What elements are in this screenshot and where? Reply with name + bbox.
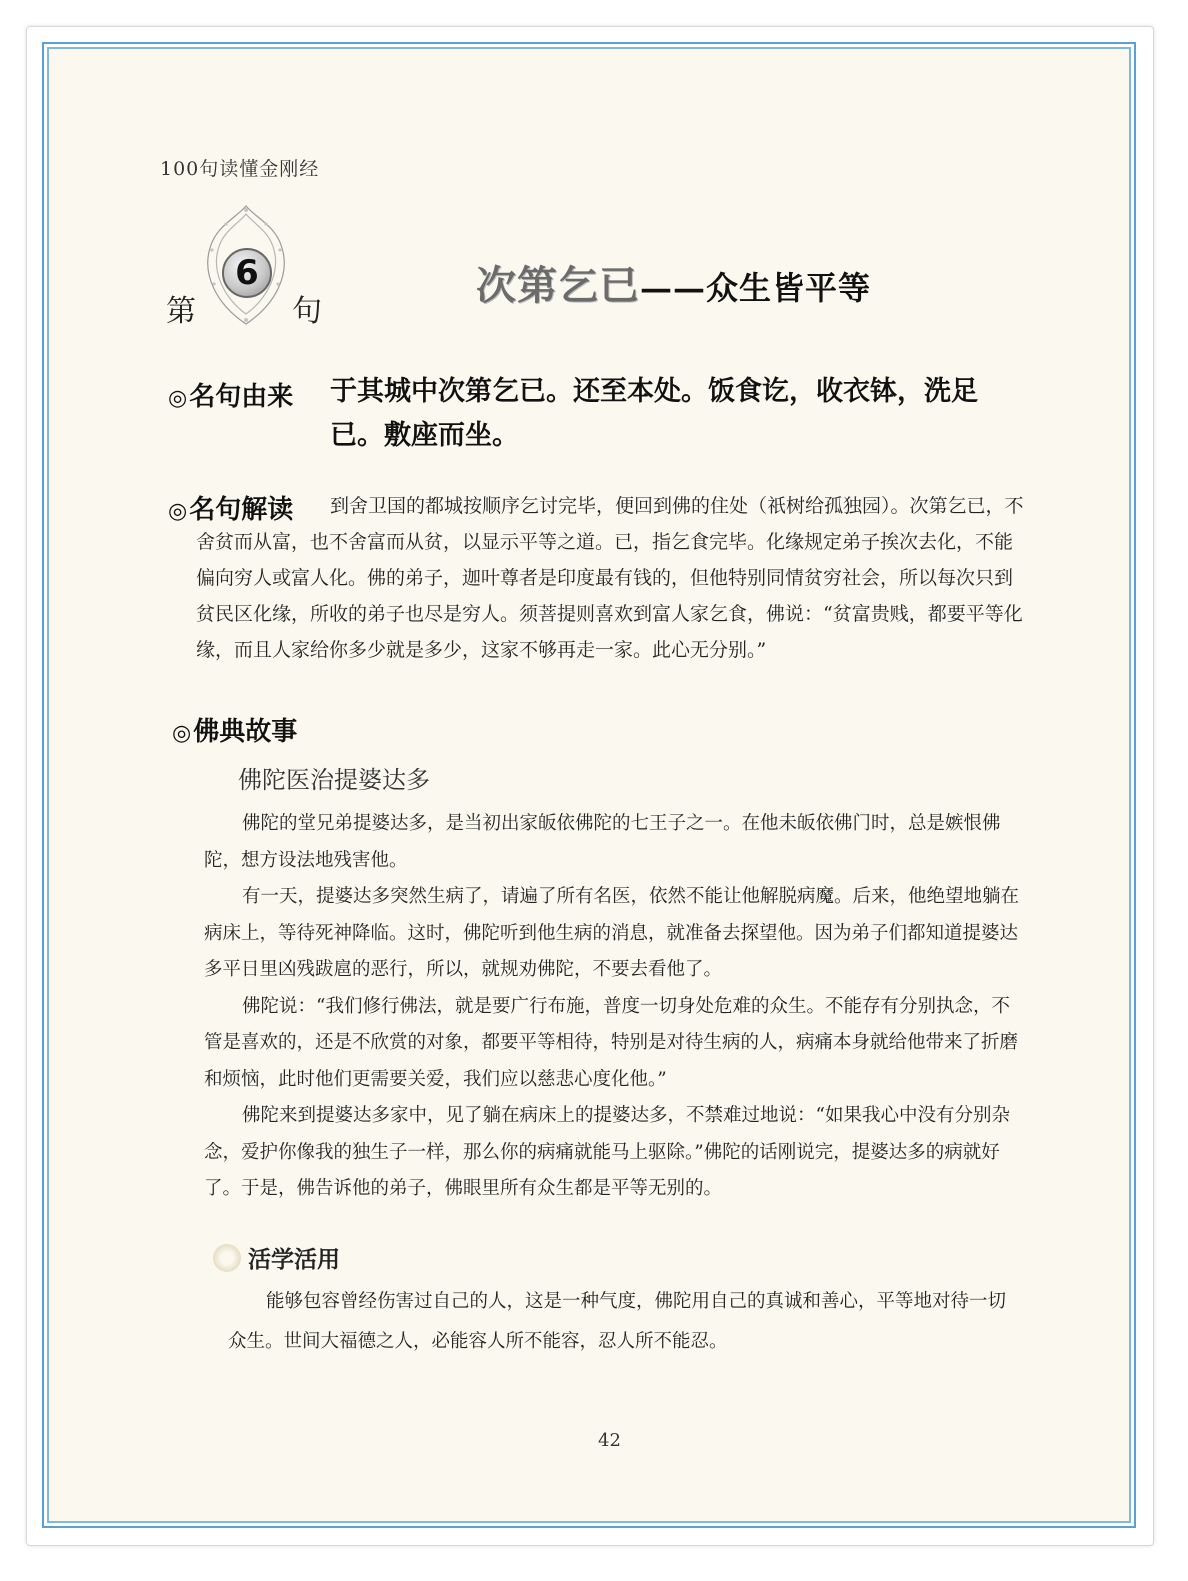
story-paragraph: 佛陀说：“我们修行佛法，就是要广行布施，普度一切身处危难的众生。不能存有分别执念，不管是喜欢的，还是不欣赏的对象，都要平等相待，特别是对待生病的人，病痛本身就给他带来了折磨和烦恼，此时他们更需要关爱，我们应以慈悲心度化他。” bbox=[204, 995, 1019, 1090]
bullseye-icon: ◎ bbox=[168, 499, 188, 524]
circle-ornament-icon bbox=[213, 1244, 241, 1272]
chapter-title-sub: ——众生皆平等 bbox=[640, 269, 872, 307]
sentence-suffix: 句 bbox=[292, 294, 322, 329]
origin-quote: 于其城中次第乞已。还至本处。饭食讫，收衣钵，洗足已。敷座而坐。 bbox=[330, 376, 978, 451]
story-paragraph: 有一天，提婆达多突然生病了，请遍了所有名医，依然不能让他解脱病魔。后来，他绝望地躺在病床上，等待死神降临。这时，佛陀听到他生病的消息，就准备去探望他。因为弟子们都知道提婆达多平日里凶残跋扈的恶行，所以，就规劝佛陀，不要去看他了。 bbox=[204, 886, 1020, 980]
page-number: 42 bbox=[598, 1430, 621, 1451]
origin-heading-text: 名句由来 bbox=[189, 382, 294, 412]
origin-heading bbox=[168, 376, 293, 413]
sentence-prefix: 第 bbox=[166, 294, 196, 329]
bullseye-icon: ◎ bbox=[172, 721, 192, 746]
chapter-title bbox=[476, 254, 871, 311]
interpretation-text: 到舍卫国的都城按顺序乞讨完毕，便回到佛的住处（祇树给孤独园）。次第乞已，不舍贫而从富，也不舍富而从贫，以显示平等之道。已，指乞食完毕。化缘规定弟子挨次去化，不能偏向穷人或富人化。佛的弟子，迦叶尊者是印度最有钱的，但他特别同情贫穷社会，所以每次只到贫民区化缘，所收的弟子也尽是穷人。须菩提则喜欢到富人家乞食，佛说：“贫富贵贱，都要平等化缘，而且人家给你多少就是多少，这家不够再走一家。此心无分别。” bbox=[196, 495, 1024, 661]
chapter-title-main: 次第乞已 bbox=[476, 262, 640, 309]
sentence-number: 6 bbox=[222, 248, 272, 298]
application-heading: 活学活用 bbox=[248, 1247, 340, 1273]
application-text: 能够包容曾经伤害过自己的人，这是一种气度，佛陀用自己的真诚和善心，平等地对待一切众生。世间大福德之人，必能容人所不能容，忍人所不能忍。 bbox=[228, 1291, 1007, 1352]
story-body bbox=[204, 806, 1024, 1208]
story-paragraph: 佛陀来到提婆达多家中，见了躺在病床上的提婆达多，不禁难过地说：“如果我心中没有分别杂念，爱护你像我的独生子一样，那么你的病痛就能马上驱除。”佛陀的话刚说完，提婆达多的病就好了。于是，佛告诉他的弟子，佛眼里所有众生都是平等无别的。 bbox=[204, 1105, 1010, 1199]
story-title: 佛陀医治提婆达多 bbox=[238, 766, 430, 794]
story-paragraph: 佛陀的堂兄弟提婆达多，是当初出家皈依佛陀的七王子之一。在他未皈依佛门时，总是嫉恨佛陀，想方设法地残害他。 bbox=[204, 813, 1001, 871]
interpretation-heading-text: 名句解读 bbox=[189, 495, 294, 525]
story-heading bbox=[172, 711, 297, 748]
story-heading-text: 佛典故事 bbox=[193, 717, 298, 747]
bullseye-icon: ◎ bbox=[168, 386, 188, 411]
running-head: 100句读懂金刚经 bbox=[160, 158, 320, 180]
